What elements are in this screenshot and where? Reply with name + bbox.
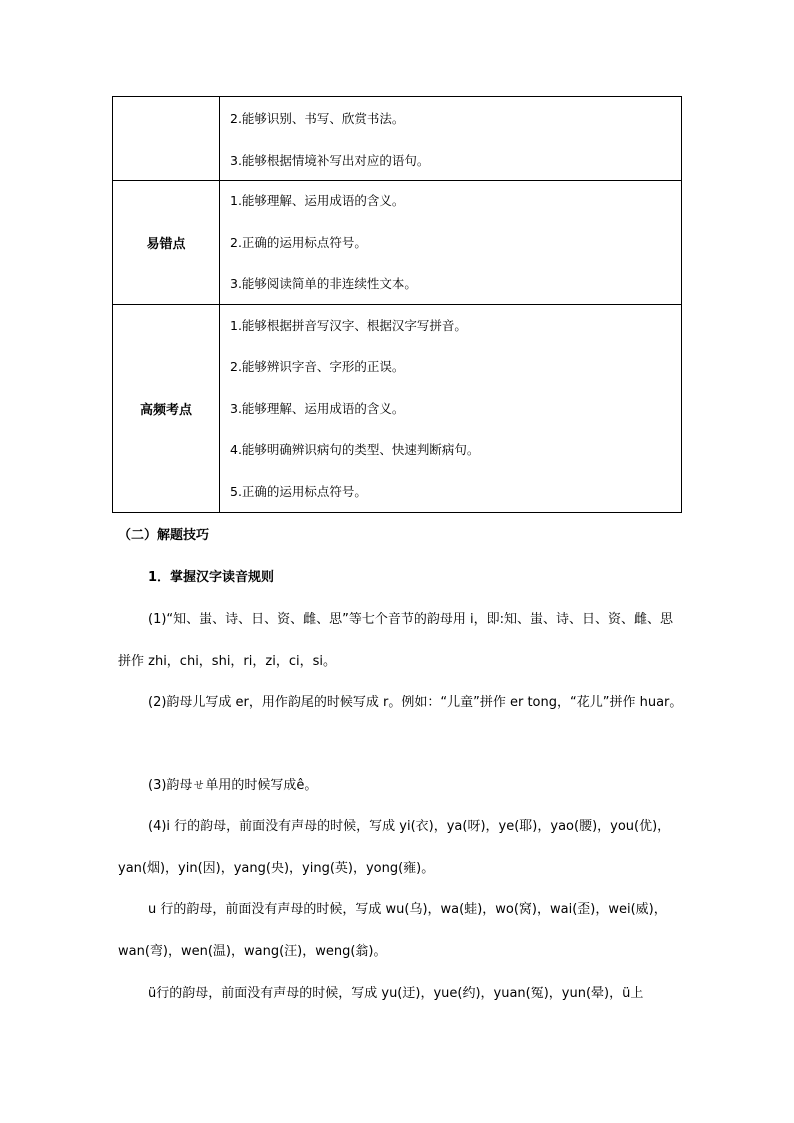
paragraph: ü行的韵母，前面没有声母的时候，写成 yu(迂)，yue(约)，yuan(冤)，yun(晕)，ü上 xyxy=(148,986,644,1001)
knowledge-table xyxy=(112,96,682,513)
list-item: 3.能够根据情境补写出对应的语句。 xyxy=(230,152,430,168)
list-item: 2.正确的运用标点符号。 xyxy=(230,234,367,250)
list-item: 1.能够根据拼音写汉字、根据汉字写拼音。 xyxy=(230,317,467,333)
table-row xyxy=(113,97,682,181)
sub-title: 1．掌握汉字读音规则 xyxy=(148,570,275,585)
paragraph: (1)“知、蚩、诗、日、资、雌、思”等七个音节的韵母用 i，即:知、蚩、诗、日、资、雌、思拼作 zhi，chi，shi，ri，zi，ci，si。 xyxy=(118,612,674,669)
row-label-error-prone: 易错点 xyxy=(113,181,220,305)
row-label xyxy=(113,97,220,181)
row-content xyxy=(220,181,682,305)
list-item: 3.能够理解、运用成语的含义。 xyxy=(230,400,405,416)
row-label-high-frequency: 高频考点 xyxy=(113,305,220,513)
table-row xyxy=(113,305,682,513)
list-item: 2.能够辨识字音、字形的正误。 xyxy=(230,359,405,374)
paragraph: (4)i 行的韵母，前面没有声母的时候，写成 yi(衣)，ya(呀)，ye(耶)，yao(腰)，you(优)，yan(烟)，yin(因)，yang(央)，ying(英)，yong(雍)。 xyxy=(118,819,671,876)
row-content xyxy=(220,305,682,513)
section-title: （二）解题技巧 xyxy=(118,528,210,543)
row-content xyxy=(220,97,682,181)
paragraph: u 行的韵母，前面没有声母的时候，写成 wu(乌)，wa(蛙)，wo(窝)，wai(歪)，wei(威)，wan(弯)，wen(温)，wang(汪)，weng(翁)。 xyxy=(118,902,667,959)
table-row xyxy=(113,181,682,305)
list-item: 2.能够识别、书写、欣赏书法。 xyxy=(230,111,405,127)
paragraph: (3)韵母ㄝ单用的时候写成ê。 xyxy=(148,778,318,793)
list-item: 1.能够理解、运用成语的含义。 xyxy=(230,193,405,208)
paragraph: (2)韵母儿写成 er，用作韵尾的时候写成 r。例如：“儿童”拼作 er tong，“花儿”拼作 huar。 xyxy=(148,695,683,710)
list-item: 4.能够明确辨识病句的类型、快速判断病句。 xyxy=(230,442,480,457)
list-item: 5.正确的运用标点符号。 xyxy=(230,483,367,499)
list-item: 3.能够阅读简单的非连续性文本。 xyxy=(230,276,417,291)
